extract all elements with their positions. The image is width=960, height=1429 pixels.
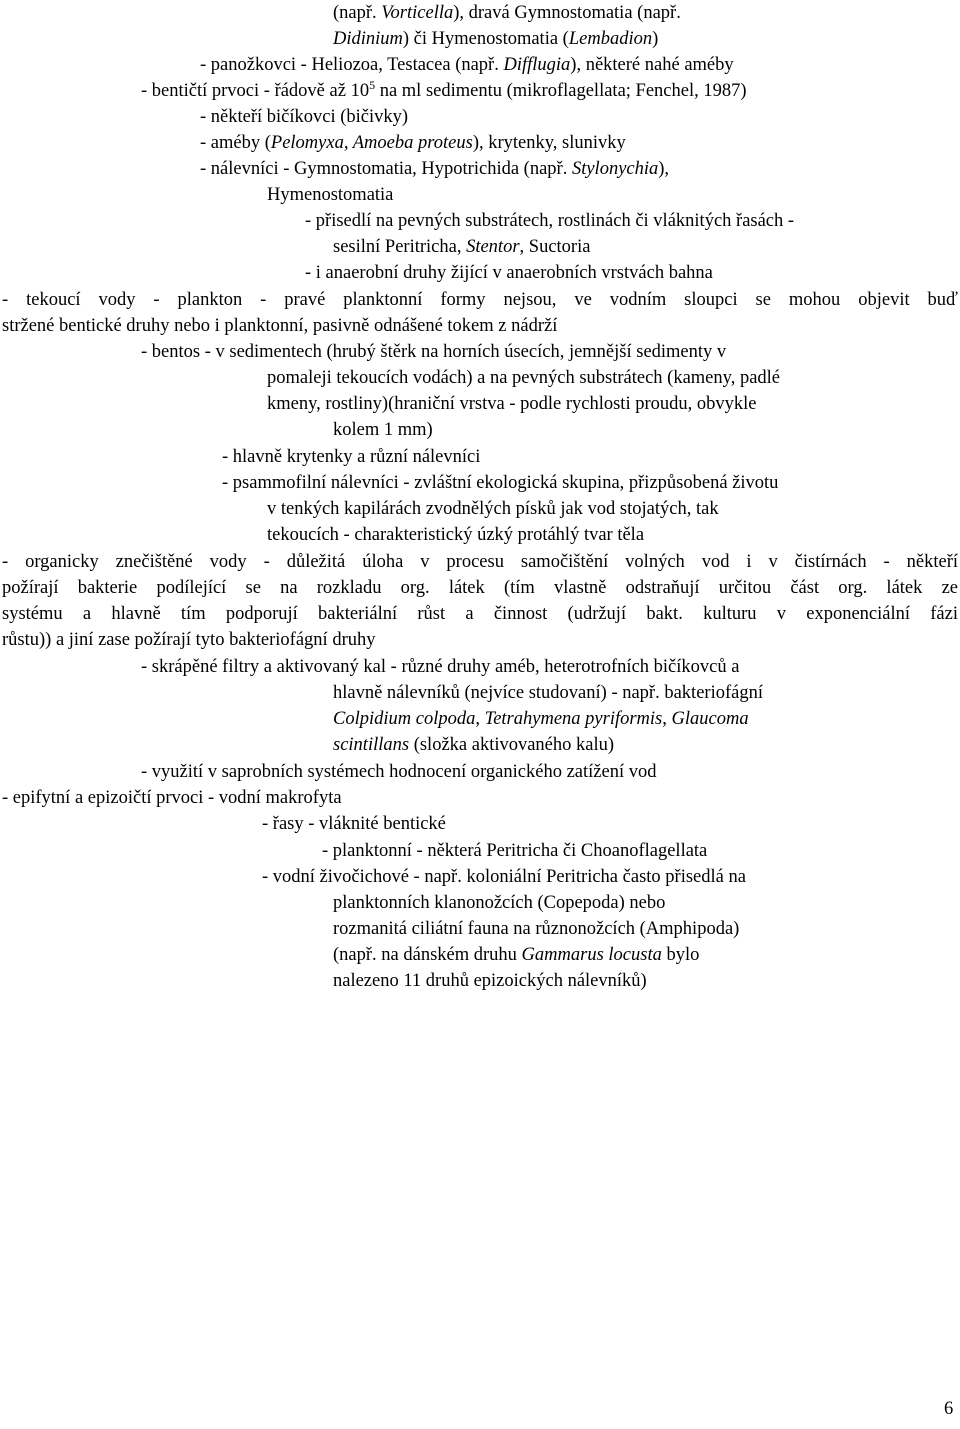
- text-line: - psammofilní nálevníci - zvláštní ekologická skupina, přizpůsobená životu: [222, 473, 779, 493]
- text-line: - vodní živočichové - např. koloniální Peritricha často přisedlá na: [262, 867, 746, 887]
- text-line: - řasy - vláknité bentické: [262, 814, 446, 834]
- text-line: sesilní Peritricha, Stentor, Suctoria: [333, 237, 591, 257]
- text-line: Didinium) či Hymenostomatia (Lembadion): [333, 29, 659, 49]
- text-line: - bentos - v sedimentech (hrubý štěrk na horních úsecích, jemnější sedimenty v: [141, 342, 727, 362]
- text-line: hlavně nálevníků (nejvíce studovaní) - např. bakteriofágní: [333, 683, 763, 703]
- text-line: - hlavně krytenky a různí nálevníci: [222, 447, 481, 467]
- text-line: stržené bentické druhy nebo i planktonní, pasivně odnášené tokem z nádrží: [2, 316, 558, 336]
- text-line: scintillans (složka aktivovaného kalu): [333, 735, 615, 755]
- text-line: - skrápěné filtry a aktivovaný kal - různé druhy améb, heterotrofních bičíkovců a: [141, 657, 740, 677]
- text-line: - někteří bičíkovci (bičivky): [200, 107, 409, 127]
- text-line: v tenkých kapilárách zvodnělých písků jak vod stojatých, tak: [267, 499, 719, 519]
- page-number: 6: [944, 1399, 954, 1419]
- text-line: požírají bakterie podílející se na rozkladu org. látek (tím vlastně odstraňují určitou část org. látek ze: [2, 578, 958, 598]
- text-line: systému a hlavně tím podporují bakteriální růst a činnost (udržují bakt. kulturu v exponenciální fázi: [2, 604, 958, 624]
- text-line: (např. Vorticella), dravá Gymnostomatia (např.: [333, 3, 681, 23]
- text-line: Colpidium colpoda, Tetrahymena pyriformis, Glaucoma: [333, 709, 749, 729]
- text-line: kmeny, rostliny)(hraniční vrstva - podle rychlosti proudu, obvykle: [267, 394, 757, 414]
- text-line: - organicky znečištěné vody - důležitá úloha v procesu samočištění volných vod i v čistírnách - někteří: [2, 552, 958, 572]
- text-line: (např. na dánském druhu Gammarus locusta bylo: [333, 945, 700, 965]
- text-line: růstu)) a jiní zase požírají tyto bakteriofágní druhy: [2, 630, 376, 650]
- text-line: kolem 1 mm): [333, 420, 433, 440]
- text-line: - bentičtí prvoci - řádově až $10^5$ na ml sedimentu (mikroflagellata; Fenchel, 1987): [141, 78, 747, 101]
- text-line: - améby (Pelomyxa, Amoeba proteus), krytenky, slunivky: [200, 133, 626, 153]
- text-line: tekoucích - charakteristický úzký protáhlý tvar těla: [267, 525, 645, 545]
- text-line: - nálevníci - Gymnostomatia, Hypotrichida (např. Stylonychia),: [200, 159, 670, 179]
- text-line: rozmanitá ciliátní fauna na různonožcích (Amphipoda): [333, 919, 740, 939]
- text-line: - využití v saprobních systémech hodnocení organického zatížení vod: [141, 762, 657, 782]
- text-line: - planktonní - některá Peritricha či Choanoflagellata: [322, 841, 708, 861]
- text-line: nalezeno 11 druhů epizoických nálevníků): [333, 971, 647, 991]
- text-line: planktonních klanonožcích (Copepoda) nebo: [333, 893, 666, 913]
- text-line: - přisedlí na pevných substrátech, rostlinách či vláknitých řasách -: [305, 211, 795, 231]
- text-line: - i anaerobní druhy žijící v anaerobních vrstvách bahna: [305, 263, 713, 283]
- text-line: - epifytní a epizoičtí prvoci - vodní makrofyta: [2, 788, 342, 808]
- text-line: pomaleji tekoucích vodách) a na pevných substrátech (kameny, padlé: [267, 368, 781, 388]
- text-line: - tekoucí vody - plankton - pravé planktonní formy nejsou, ve vodním sloupci se mohou objevit buď: [2, 290, 958, 310]
- text-line: Hymenostomatia: [267, 185, 394, 205]
- text-line: - panožkovci - Heliozoa, Testacea (např. Difflugia), některé nahé améby: [200, 55, 734, 75]
